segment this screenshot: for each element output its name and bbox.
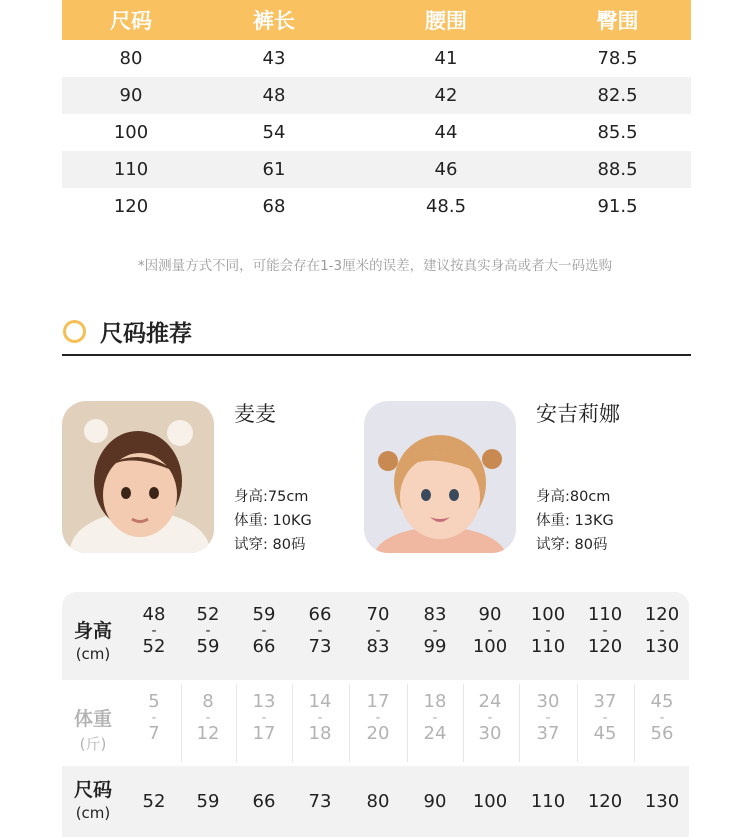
cell-length: 48 (262, 85, 286, 106)
size-row (62, 766, 689, 837)
height-range-cell-min: 48 (142, 604, 166, 625)
table-row (62, 188, 691, 225)
column-divider (349, 684, 350, 762)
range-dash: - (432, 623, 438, 639)
height-range-cell-min: 100 (530, 604, 566, 625)
range-dash: - (375, 623, 381, 639)
range-dash: - (261, 710, 267, 726)
range-dash: - (317, 623, 323, 639)
height-range-cell (239, 605, 289, 657)
cell-size: 100 (113, 122, 149, 143)
weight-range-cell (465, 692, 515, 744)
height-range-cell (353, 605, 403, 657)
column-divider (519, 684, 520, 762)
height-range-cell (523, 605, 573, 657)
circle-bullet-icon (63, 320, 86, 343)
weight-range-cell-max: 18 (308, 723, 332, 744)
weight-label-text: 体重 (73, 708, 112, 730)
height-range-cell-max: 66 (252, 636, 276, 657)
height-unit: (cm) (75, 645, 111, 663)
height-range-cell-max: 59 (196, 636, 220, 657)
height-label (62, 616, 124, 663)
header-size: 尺码 (110, 9, 152, 33)
size-table (62, 0, 691, 225)
size-cell (295, 792, 345, 812)
height-range-cell (183, 605, 233, 657)
column-divider (577, 684, 578, 762)
height-range-cell-max: 73 (308, 636, 332, 657)
size-cell (129, 792, 179, 812)
height-range-cell (580, 605, 630, 657)
size-cell (353, 792, 403, 812)
weight-range-cell (523, 692, 573, 744)
weight-range-cell-min: 37 (593, 691, 617, 712)
range-dash: - (151, 710, 157, 726)
model-height: 身高:80cm (536, 489, 611, 505)
cell-hip: 78.5 (597, 48, 638, 69)
header-length: 裤长 (253, 9, 295, 33)
size-cell-min: 52 (142, 791, 166, 812)
cell-hip: 91.5 (597, 196, 638, 217)
size-label (62, 775, 124, 822)
cell-hip: 85.5 (597, 122, 638, 143)
range-dash: - (659, 623, 665, 639)
size-cell-min: 130 (644, 791, 680, 812)
weight-range-cell-max: 37 (536, 723, 560, 744)
weight-range-cell-min: 13 (252, 691, 276, 712)
table-row (62, 151, 691, 188)
range-dash: - (432, 710, 438, 726)
cell-size: 90 (119, 85, 143, 106)
range-dash: - (487, 710, 493, 726)
weight-range-cell (637, 692, 687, 744)
cell-size: 110 (113, 159, 149, 180)
height-range-cell (410, 605, 460, 657)
cell-hip: 82.5 (597, 85, 638, 106)
size-cell-min: 73 (308, 791, 332, 812)
size-cell (239, 792, 289, 812)
weight-range-cell (239, 692, 289, 744)
range-dash: - (545, 623, 551, 639)
height-range-cell-max: 130 (644, 636, 680, 657)
height-range-cell-max: 120 (587, 636, 623, 657)
cell-waist: 46 (434, 159, 458, 180)
height-range-cell (465, 605, 515, 657)
cell-length: 54 (262, 122, 286, 143)
range-dash: - (261, 623, 267, 639)
header-hip: 臀围 (596, 9, 639, 33)
column-divider (292, 684, 293, 762)
height-range-cell-max: 99 (423, 636, 447, 657)
size-cell (410, 792, 460, 812)
model-photo-maimai (62, 401, 214, 553)
column-divider (181, 684, 182, 762)
header-waist: 腰围 (425, 9, 467, 33)
section-divider (62, 354, 691, 356)
weight-range-cell-max: 30 (478, 723, 502, 744)
model-fit-size: 试穿: 80码 (536, 537, 608, 553)
cell-length: 61 (262, 159, 286, 180)
weight-range-cell (295, 692, 345, 744)
cell-size: 120 (113, 196, 149, 217)
range-dash: - (205, 710, 211, 726)
height-range-cell (129, 605, 179, 657)
model-photo-angelina (364, 401, 516, 553)
model-fit-size: 试穿: 80码 (234, 537, 306, 553)
model-weight: 体重: 13KG (536, 513, 614, 529)
size-cell-min: 110 (530, 791, 566, 812)
height-range-cell-min: 83 (423, 604, 447, 625)
size-recommend-grid (62, 592, 689, 837)
column-divider (634, 684, 635, 762)
cell-hip: 88.5 (597, 159, 638, 180)
cell-waist: 48.5 (425, 196, 467, 217)
measurement-note: *因测量方式不同，可能会存在1-3厘米的误差，建议按真实身高或者大一码选购 (137, 258, 613, 274)
weight-range-cell (353, 692, 403, 744)
size-unit: (cm) (75, 804, 111, 822)
height-range-cell (637, 605, 687, 657)
model-height: 身高:75cm (234, 489, 309, 505)
size-cell (523, 792, 573, 812)
height-range-cell-min: 120 (644, 604, 680, 625)
size-cell-min: 90 (423, 791, 447, 812)
weight-range-cell-min: 18 (423, 691, 447, 712)
weight-row (62, 680, 689, 766)
size-table-header (62, 0, 691, 40)
section-title: 尺码推荐 (100, 321, 192, 347)
size-cell (183, 792, 233, 812)
weight-range-cell-min: 14 (308, 691, 332, 712)
weight-range-cell-max: 17 (252, 723, 276, 744)
weight-range-cell-max: 20 (366, 723, 390, 744)
weight-range-cell-min: 45 (650, 691, 674, 712)
height-range-cell-min: 66 (308, 604, 332, 625)
weight-range-cell (183, 692, 233, 744)
height-range-cell-min: 90 (478, 604, 502, 625)
weight-range-cell-min: 17 (366, 691, 390, 712)
range-dash: - (205, 623, 211, 639)
size-cell-min: 100 (472, 791, 508, 812)
cell-length: 68 (262, 196, 286, 217)
weight-unit: (斤) (79, 735, 107, 753)
weight-range-cell (129, 692, 179, 744)
table-row (62, 114, 691, 151)
column-divider (407, 684, 408, 762)
size-label-text: 尺码 (73, 779, 112, 801)
table-row (62, 77, 691, 114)
range-dash: - (151, 623, 157, 639)
model-name: 麦麦 (234, 402, 276, 426)
range-dash: - (602, 623, 608, 639)
model-weight: 体重: 10KG (234, 513, 312, 529)
size-cell (580, 792, 630, 812)
cell-size: 80 (119, 48, 143, 69)
height-range-cell-max: 52 (142, 636, 166, 657)
table-row (62, 40, 691, 77)
weight-range-cell-max: 56 (650, 723, 674, 744)
range-dash: - (487, 623, 493, 639)
size-cell-min: 120 (587, 791, 623, 812)
size-cell-min: 80 (366, 791, 390, 812)
height-range-cell-min: 59 (252, 604, 276, 625)
cell-waist: 41 (434, 48, 458, 69)
height-range-cell-min: 70 (366, 604, 390, 625)
size-cell (465, 792, 515, 812)
range-dash: - (317, 710, 323, 726)
weight-label (62, 704, 124, 754)
height-range-cell-max: 100 (472, 636, 508, 657)
weight-range-cell-min: 5 (148, 691, 160, 712)
size-cell-min: 66 (252, 791, 276, 812)
height-range-cell (295, 605, 345, 657)
cell-waist: 42 (434, 85, 458, 106)
column-divider (463, 684, 464, 762)
height-range-cell-min: 52 (196, 604, 220, 625)
weight-range-cell-max: 12 (196, 723, 220, 744)
cell-waist: 44 (434, 122, 458, 143)
range-dash: - (602, 710, 608, 726)
weight-range-cell (410, 692, 460, 744)
range-dash: - (659, 710, 665, 726)
weight-range-cell-min: 24 (478, 691, 502, 712)
height-row (62, 592, 689, 680)
model-name: 安吉莉娜 (536, 402, 620, 426)
height-label-text: 身高 (73, 620, 112, 642)
weight-range-cell-max: 24 (423, 723, 447, 744)
weight-range-cell-max: 45 (593, 723, 617, 744)
height-range-cell-min: 110 (587, 604, 623, 625)
range-dash: - (375, 710, 381, 726)
size-cell-min: 59 (196, 791, 220, 812)
column-divider (236, 684, 237, 762)
cell-length: 43 (262, 48, 286, 69)
weight-range-cell (580, 692, 630, 744)
weight-range-cell-max: 7 (148, 723, 160, 744)
height-range-cell-max: 83 (366, 636, 390, 657)
range-dash: - (545, 710, 551, 726)
height-range-cell-max: 110 (530, 636, 566, 657)
weight-range-cell-min: 8 (202, 691, 214, 712)
weight-range-cell-min: 30 (536, 691, 560, 712)
size-cell (637, 792, 687, 812)
